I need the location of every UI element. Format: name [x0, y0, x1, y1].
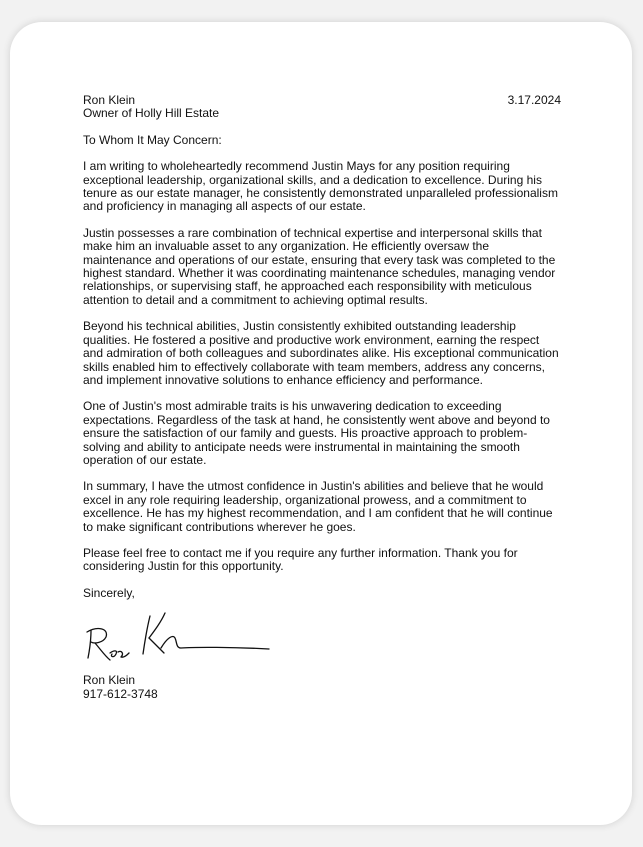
signer-block — [83, 674, 561, 701]
paragraph-6: Please feel free to contact me if you require any further information. Thank you for considering Justin for this opportunity. — [83, 545, 518, 574]
sender-name: Ron Klein — [83, 93, 136, 107]
paragraph-1: I am writing to wholeheartedly recommend Justin Mays for any position requiring exceptional leadership, organizational skills, and a dedication to excellence. During his tenure as our estate manager, he consistently demonstrated unparalleled professionalism and proficiency in managing all aspects of our estate. — [83, 159, 558, 214]
letter-date: 3.17.2024 — [507, 93, 561, 107]
greeting: To Whom It May Concern: — [83, 132, 222, 147]
letter-body — [83, 94, 561, 701]
paragraph-5: In summary, I have the utmost confidence in Justin's abilities and believe that he would excel in any role requiring leadership, organizational prowess, and a commitment to excellence. He has my highest recommendation, and I am confident that he will continue to make significant contributions wherever he goes. — [83, 479, 553, 534]
signer-phone: 917-612-3748 — [83, 686, 158, 701]
letter-page — [10, 22, 632, 825]
paragraph-4: One of Justin's most admirable traits is his unwavering dedication to exceeding expectations. Regardless of the task at hand, he consistently went above and beyond to ensure the satisfaction of our family and guests. His proactive approach to problem-solving and ability to anticipate needs were instrumental in maintaining the smooth operation of our estate. — [83, 399, 550, 467]
paragraph-3: Beyond his technical abilities, Justin consistently exhibited outstanding leadership qualities. He fostered a positive and productive work environment, earning the respect and admiration of both colleagues and subordinates alike. His exceptional communication skills enabled him to effectively collaborate with team members, address any concerns, and implement innovative solutions to enhance efficiency and performance. — [83, 319, 559, 387]
signer-name: Ron Klein — [83, 673, 136, 688]
handwritten-signature — [83, 608, 283, 666]
closing: Sincerely, — [83, 585, 135, 600]
letter-header — [83, 94, 561, 121]
paragraph-2: Justin possesses a rare combination of technical expertise and interpersonal skills that make him an invaluable asset to any organization. He efficiently oversaw the maintenance and operations of our estate, ensuring that every task was completed to the highest standard. Whether it was coordinating maintenance schedules, managing vendor relationships, or supervising staff, he approached each responsibility with meticulous attention to detail and a commitment to achieving optimal results. — [83, 225, 556, 307]
sender-block — [83, 94, 219, 121]
sender-title: Owner of Holly Hill Estate — [83, 106, 220, 121]
